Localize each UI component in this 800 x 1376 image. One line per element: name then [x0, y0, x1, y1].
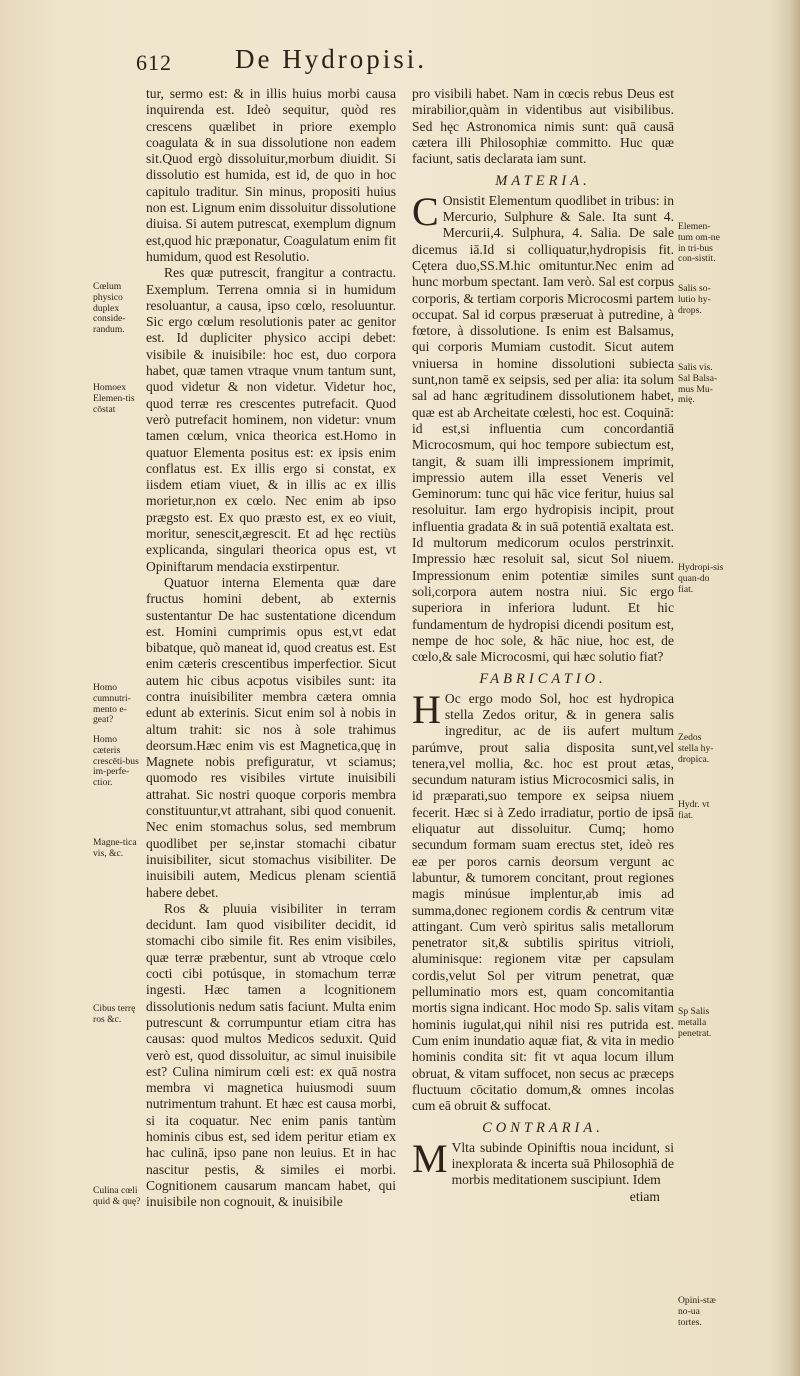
margin-note-right-1: Elemen-tum om-ne in tri-bus con-sistit. [678, 221, 720, 265]
margin-note-left-6: Cibus terrę ros &c. [93, 1003, 136, 1025]
fabricatio-paragraph [412, 686, 674, 1115]
fabricatio-dropcap: H [412, 686, 441, 732]
fabricatio-text: Oc ergo modo Sol, hoc est hydropica stella Zedos oritur, & in genera salis ingreditur, ac de iis aufert multum parúmve, prout salia disposita sunt,vel tenera,vel mollia, &c. hoc est prout ætas, secundum naturam istius Microcosmici salis, in id præparati,suo tempore ex seipsa niuem fecerit. Hæc si à Zedo irradiatur, portio de ipsā eliquatur aut dissoluitur. Cumq; homo secundum formam suam erectus stet, ideò res eæ per poros carnis deorsum vergunt ac labuntur, & tumorem concitant, prout regiones magis minúsue implentur,ab imis ad summa,donec regionem cordis & centrum vitæ attingant. Cum verò spiritus salis metallorum penetrator sit,& subtilis spiritus vitrioli, aluminisque: regionem vitæ per capsulam cordis,velut Sol per vitrum penetrat, quæ pelluminatio mors est, quam concomitantia mortis signa indicant. Hoc modo Sp. salis vitam hominis iugulat,qui nihil nisi res putrida est. Cum enim inundatio aquæ fiat, & vita in medio hominis condita sit: fit vt aqua locum illum obruat, & vitam suffocet, non secus ac præceps fluctuum cōcitatio domum,& omnes incolas cum eā obruit & suffocat. [412, 690, 674, 1114]
materia-dropcap: C [412, 188, 439, 234]
materia-heading: MATERIA. [495, 173, 591, 190]
page-number: 612 [136, 50, 172, 75]
left-column [146, 86, 396, 1210]
left-paragraph-4: Ros & pluuia visibiliter in terram decidunt. Iam quod visibiliter decidit, id stomachi cibo simile fit. Res enim visibiles, quæ terræ præbentur, sunt ab vtroque cœlo cocti cibi potúsque, in stomachum terræ ingesti. Hæc tamen a lcognitionem dissolutionis nedum satis faciunt. Multa enim putrescunt & corrumpuntur etiam citra has causas: quod multos Medicos seduxit. Quid verò est, quod dissoluitur, ac simul inuisibile est? Culina nimirum cœli est: ex quā nostra membra vi magnetica huiusmodi suum nutrimentum trahunt. Et hæc est causa morbi, si ita coquatur. Nec enim panis tantùm hominis cibus est, sed idem peritur etiam ex hac culinā, ipso pane non leuius. Et in hac nascitur pestis, & similes ei morbi. Cognitionem causarum mancam habet, qui inuisibile non cognouit, & inuisibile [146, 900, 396, 1210]
contraria-dropcap: M [412, 1135, 448, 1181]
margin-note-left-2: Homoex Elemen-tis cōstat [93, 382, 135, 415]
running-title: De Hydropisi. [235, 44, 427, 74]
page-header [0, 44, 800, 84]
left-paragraph-2: Res quæ putrescit, frangitur a contractu. Exemplum. Terrena omnia si in humidum resoluantur, a causa, ipso cœlo, resoluuntur. Sic ergo cœlum resolutionis pater ac genitor est. Id dupliciter physico accipi debet: visibile & inuisibile: hoc est, duo corpora habet, quæ tamen vtraque vnum tantum sunt, quod videtur & non videtur. Videtur hoc, quod terræ res crescentes putrefacit. Quod verò putrefacit hominem, non videtur: vnum tamen cœlum, vnica theorica est.Homo in quatuor Elementa positus est: ex ipsis enim conflatus est. Ex illis ergo si constat, ex iisdem etiam viuet, & in illis ac ex illis morietur,non ex cœlo. Nec enim ab ipso prægsto est. Ex quo præsto est, ex eo viuit, moritur, senescit,ægrescit. Et ad hęc rectiùs explicanda, singulari theorica opus est, vt Opiniftarum mendacia exstirpentur. [146, 265, 396, 574]
margin-note-right-6: Hydr. vt fiat. [678, 799, 710, 821]
margin-note-left-4: Homo cæteris crescēti-bus im-perfe-ctior. [93, 734, 139, 789]
page-edge-shadow [770, 0, 800, 1376]
left-paragraph-1: tur, sermo est: & in illis huius morbi causa inquirenda est. Ideò sequitur, quòd res crescens quælibet in priore exemplo coagulata & in sua dissolutione non eadem sit.Quod ergò dissoluitur,morbum diuidit. Si dissolutio est humida, est id, de quo in hoc capitulo traditur. Sin minus, propositi huius non est. Lignum enim dissoluitur dissolutione diuisa. Si autem putrescat, exemplum dignum est,quod hic præponatur, Coagulatum enim fit humidum, quod est Resolutio. [146, 86, 396, 264]
contraria-text: Vlta subinde Opiniftis noua incidunt, si inexplorata & incerta suā Philosophiā de morbis meditationem suscipiunt. Idem [451, 1139, 674, 1188]
contraria-paragraph [412, 1135, 674, 1189]
materia-paragraph [412, 188, 674, 666]
margin-note-right-5: Zedos stella hy-dropica. [678, 732, 714, 765]
margin-note-right-2: Salis so-lutio hy-drops. [678, 283, 711, 316]
right-paragraph-0: pro visibili habet. Nam in cœcis rebus Deus est mirabilior,quàm in videntibus aut visibilibus. Sed hęc Astronomica nimis sunt: quā causā cætera illi Philosophiæ committo. Huc quæ faciunt, satis declarata iam sunt. [412, 86, 674, 167]
margin-note-right-7: Sp Salis metalla penetrat. [678, 1006, 712, 1039]
catchword: etiam [629, 1188, 660, 1204]
margin-note-left-7: Culina cœli quid & quę? [93, 1185, 141, 1207]
right-column [412, 86, 674, 1205]
margin-note-left-5: Magne-tica vis, &c. [93, 837, 137, 859]
margin-note-left-3: Homo cumnutri-mento e-geat? [93, 682, 131, 726]
materia-text: Onsistit Elementum quodlibet in tribus: in Mercurio, Sulphure & Sale. Ita sunt 4. Mercurii,4. Sulphura, 4. Salia. De sale dicemus iā.Id si colliquatur,hydropisis fit. Cętera duo,SS.M.hic omituntur.Nec enim ad hunc morbum spectant. Iam verò. Sal est corpus corporis, & tertiam corporis Microcosmi partem occupat. Sal id corpus præseruat à putredine, à fœtore, à dissolutione. Is enim est Balsamus, qui corporis Mumiam custodit. Sicut autem vniuersa in homine dissolutioni subiecta sunt,non tamē ex seipsis, sed per alia: ita solum sal ad hanc ægritudinem dissolutionem habet, quæ est ab Archeitate cœlesti, hoc est. Coquinā: id est,si influentia cum concordantiā Microcosmum, qui hoc tempore subiectum est, tangit, & suam illi impressionem imprimit, impressio autem illa esset Veneris vel Geminorum: tunc qui hāc vice feritur, huius sal resoluitur. Iam ergo hydropisis incipit, prout influentia gradata & in suā potentiā exaltata est. Id multorum medicorum oculos perstrinxit. Impressio hæc resoluit sal, sicut Sol niuem. Impressionum enim potentiæ similes sunt soli,corpora autem nostra niui. Sic ergo superiora in inferiora ludunt. Et hic fundamentum de hydropisi dicendi positum est, nempe de hoc sole, & hāc niue, hoc est, de cœlo,& sale Microcosmi, qui hæc solutio fiat? [412, 192, 674, 665]
margin-note-left-1: Cœlum physico duplex conside-randum. [93, 281, 126, 336]
margin-note-right-8: Opini-stæ no-ua tortes. [678, 1295, 716, 1328]
left-paragraph-3: Quatuor interna Elementa quæ dare fructus homini debent, ab externis sustentantur De hac sustentatione dicendum est. Homini cumprimis opus est,vt edat bibatque, quò maneat id, quod creatus est. Est enim cæteris crescentibus imperfectior. Sicut autem hic cibus acpotus visibiles sunt: ita contra inuisibiliter membra cætera omnia edunt ab exterinis. Sicut enim sol à nobis in altum trahit: sic nos à sole trahimus deorsum.Hæc enim vis est Magnetica,quę in Magnete nobis prefiguratur, vt sciamus; quomodo res visibiles virtute inuisibili attrahat. Sic nostri quoque corporis membra constituuntur,vt attrahant, sibi quod conuenit. Nec enim stomachus solus, sed membrum quodlibet per se,instar stomachi cibatur inuisibiliter, sicut stomachus visibiliter. De inuisibili autem, Medicus plenam scientiā habere debet. [146, 574, 396, 900]
contraria-heading: CONTRARIA. [482, 1120, 604, 1137]
margin-note-right-4: Hydropi-sis quan-do fiat. [678, 562, 724, 595]
margin-note-right-3: Salis vis. Sal Balsa-mus Mu-mię. [678, 362, 718, 406]
fabricatio-heading: FABRICATIO. [479, 671, 607, 688]
